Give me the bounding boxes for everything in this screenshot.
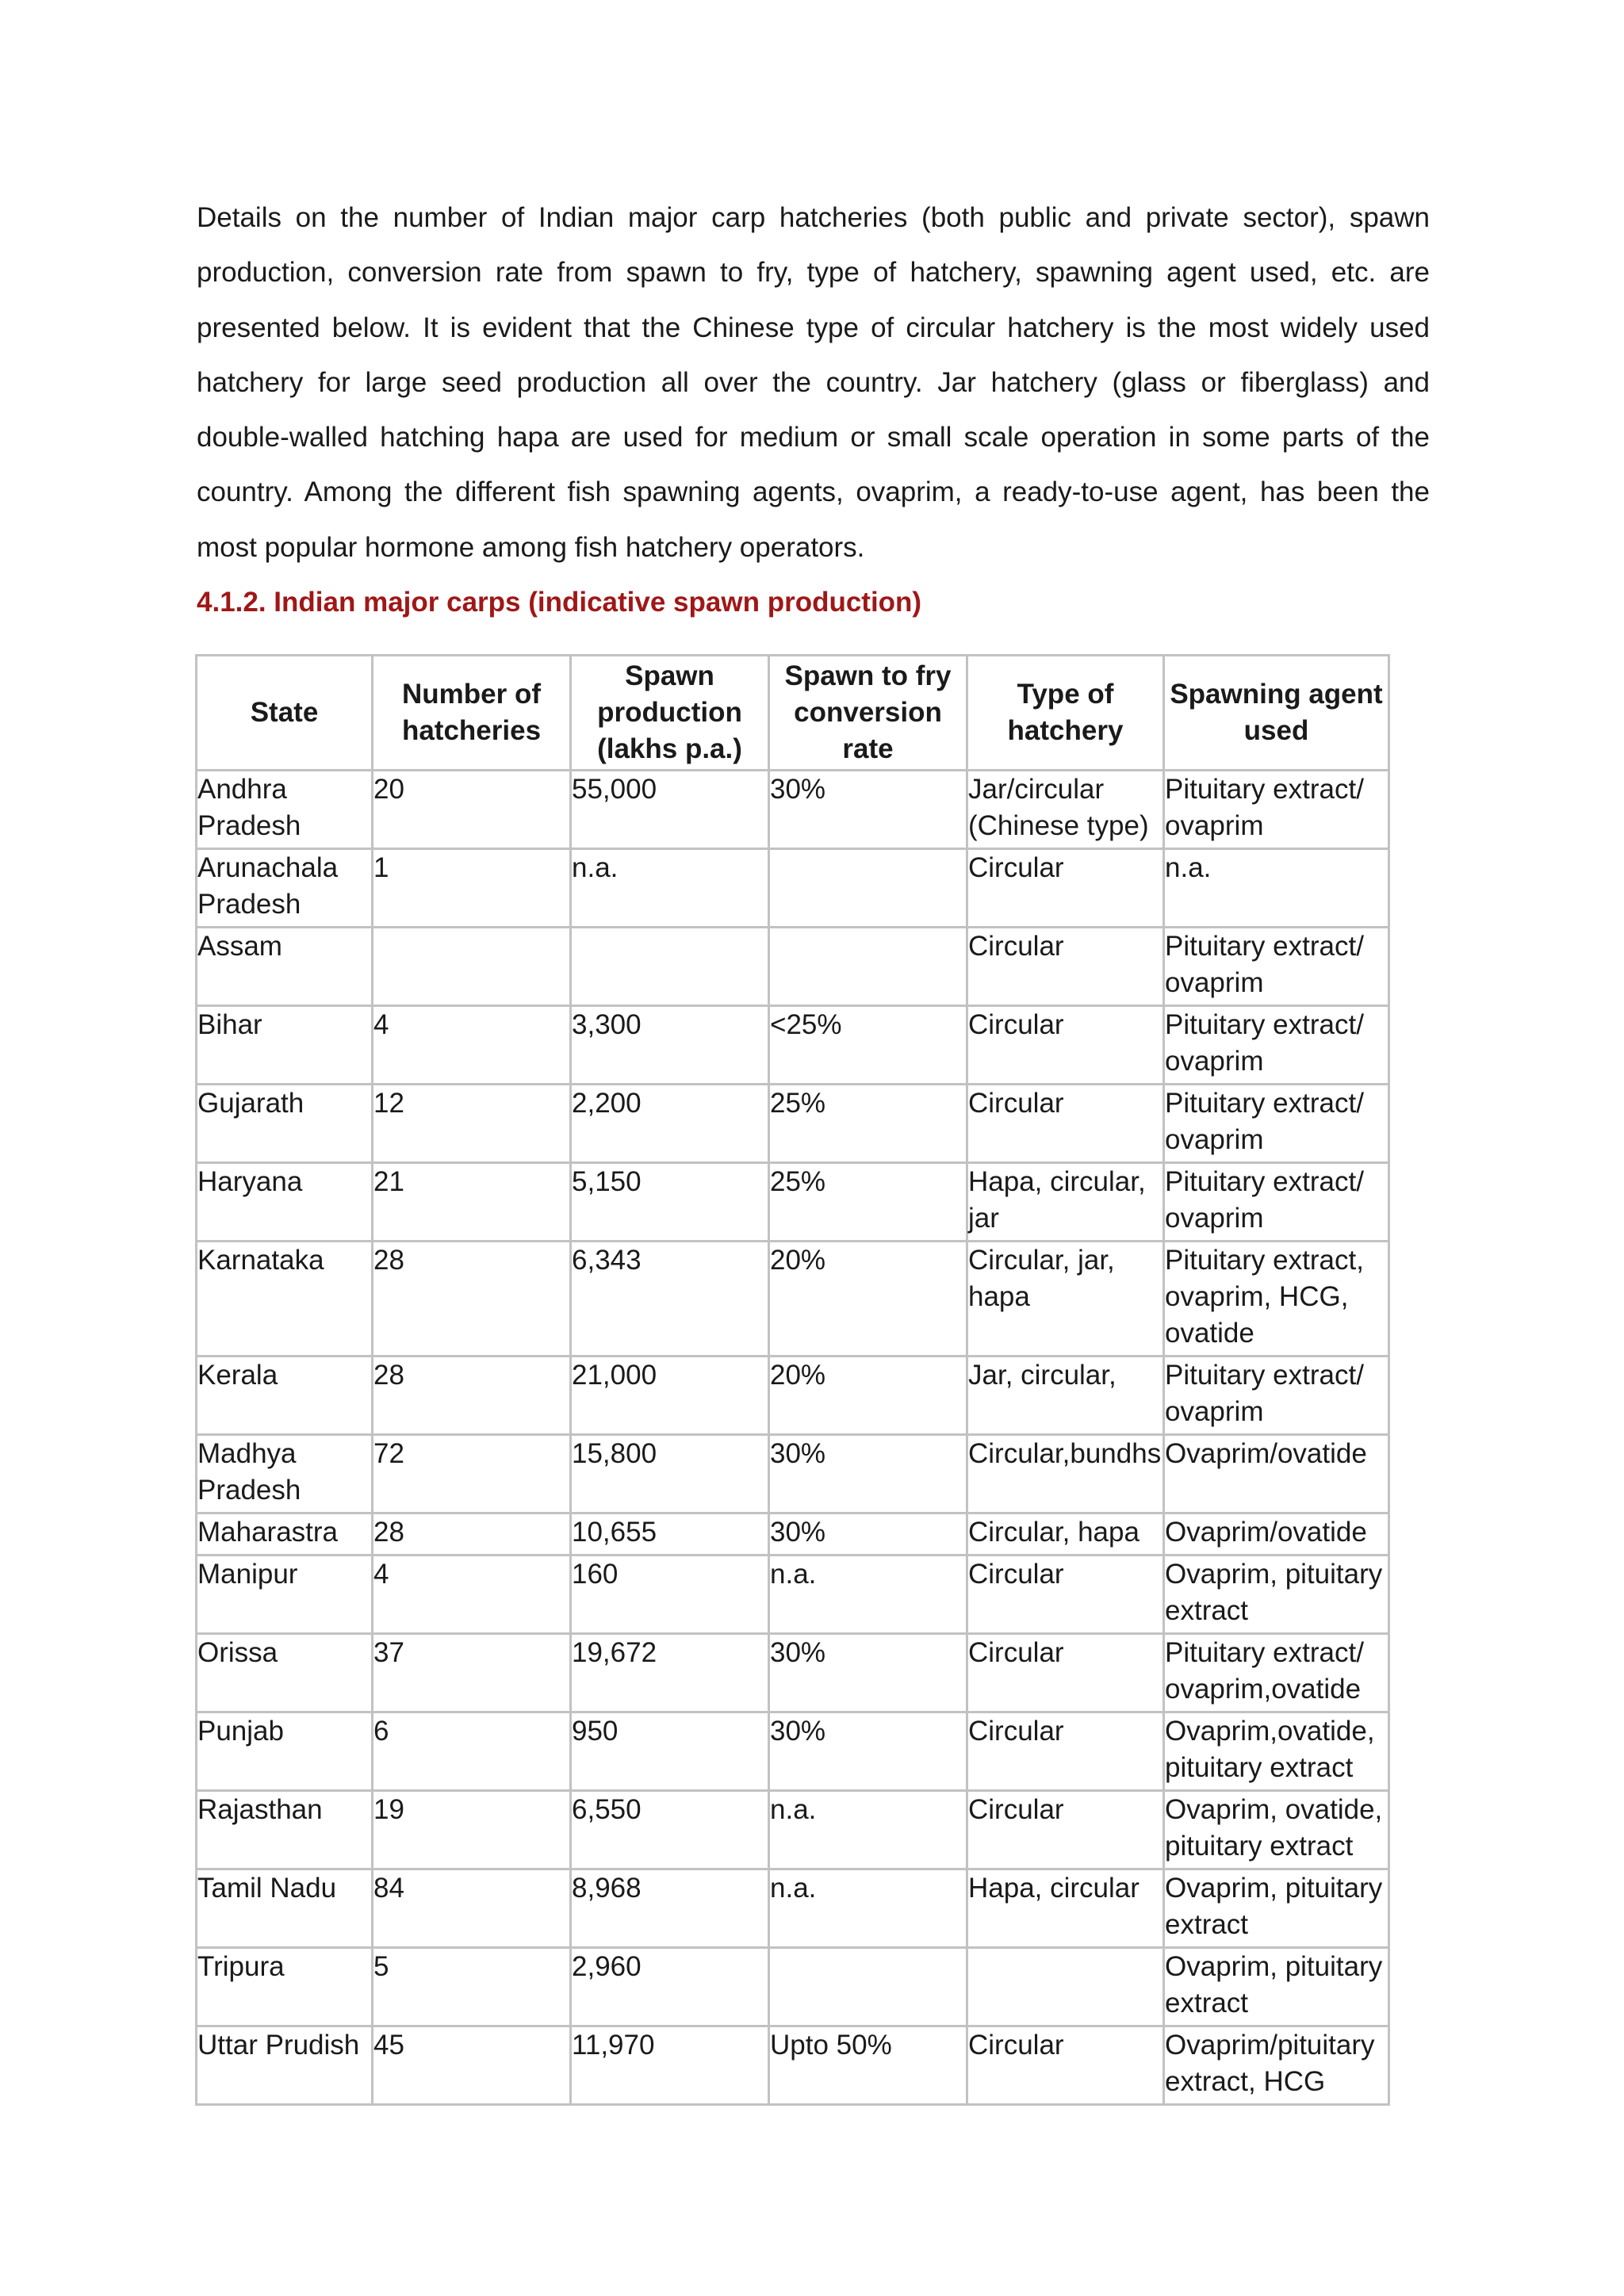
cell-conversion-rate: 30% [769, 1634, 967, 1712]
cell-spawning-agent: Pituitary extract/ ovaprim [1164, 1085, 1389, 1163]
cell-conversion-rate: 30% [769, 771, 967, 849]
header-type-of-hatchery: Type of hatchery [967, 656, 1164, 771]
cell-hatchery-type: Circular [967, 1085, 1164, 1163]
header-spawn-production: Spawn production (lakhs p.a.) [571, 656, 769, 771]
cell-hatcheries: 37 [373, 1634, 571, 1712]
cell-spawn-production [571, 928, 769, 1006]
table-row [197, 928, 1389, 1006]
hatchery-table [195, 654, 1390, 2106]
cell-conversion-rate: n.a. [769, 1556, 967, 1634]
cell-hatcheries: 19 [373, 1791, 571, 1869]
cell-state: Karnataka [197, 1242, 373, 1357]
cell-state: Punjab [197, 1712, 373, 1791]
cell-hatchery-type: Hapa, circular [967, 1869, 1164, 1948]
table-row [197, 1556, 1389, 1634]
cell-state: Assam [197, 928, 373, 1006]
cell-hatchery-type: Circular [967, 1791, 1164, 1869]
cell-hatcheries: 20 [373, 771, 571, 849]
cell-conversion-rate: Upto 50% [769, 2026, 967, 2105]
cell-hatchery-type [967, 1948, 1164, 2026]
cell-spawn-production: 19,672 [571, 1634, 769, 1712]
table-row [197, 1513, 1389, 1556]
cell-hatcheries [373, 928, 571, 1006]
table-row [197, 1006, 1389, 1085]
table-row [197, 1085, 1389, 1163]
cell-conversion-rate: <25% [769, 1006, 967, 1085]
cell-conversion-rate: n.a. [769, 1791, 967, 1869]
cell-spawn-production: 950 [571, 1712, 769, 1791]
cell-state: Bihar [197, 1006, 373, 1085]
cell-spawning-agent: Pituitary extract/ ovaprim [1164, 928, 1389, 1006]
table-row [197, 1791, 1389, 1869]
cell-spawning-agent: Pituitary extract/ ovaprim [1164, 1357, 1389, 1435]
cell-state: Andhra Pradesh [197, 771, 373, 849]
cell-spawning-agent: Ovaprim, ovatide, pituitary extract [1164, 1791, 1389, 1869]
cell-hatcheries: 1 [373, 849, 571, 928]
cell-hatcheries: 28 [373, 1242, 571, 1357]
cell-state: Maharastra [197, 1513, 373, 1556]
table-header [197, 656, 1389, 771]
cell-spawning-agent: Ovaprim, pituitary extract [1164, 1869, 1389, 1948]
cell-spawn-production: 5,150 [571, 1163, 769, 1242]
cell-state: Madhya Pradesh [197, 1435, 373, 1513]
cell-spawning-agent: Ovaprim,ovatide, pituitary extract [1164, 1712, 1389, 1791]
cell-spawning-agent: Pituitary extract/ ovaprim [1164, 1163, 1389, 1242]
cell-hatcheries: 4 [373, 1556, 571, 1634]
cell-spawn-production: 6,343 [571, 1242, 769, 1357]
cell-spawning-agent: Pituitary extract/ ovaprim,ovatide [1164, 1634, 1389, 1712]
cell-spawn-production: 2,960 [571, 1948, 769, 2026]
cell-conversion-rate: 30% [769, 1712, 967, 1791]
table-row [197, 2026, 1389, 2105]
cell-spawning-agent: Ovaprim, pituitary extract [1164, 1948, 1389, 2026]
cell-state: Arunachala Pradesh [197, 849, 373, 928]
header-conversion-rate: Spawn to fry conversion rate [769, 656, 967, 771]
cell-hatchery-type: Circular,bundhs [967, 1435, 1164, 1513]
table-row [197, 1948, 1389, 2026]
cell-state: Tamil Nadu [197, 1869, 373, 1948]
cell-spawn-production: 3,300 [571, 1006, 769, 1085]
cell-conversion-rate [769, 928, 967, 1006]
cell-spawn-production: 10,655 [571, 1513, 769, 1556]
document-page [197, 190, 1430, 2097]
cell-conversion-rate: 30% [769, 1513, 967, 1556]
cell-hatcheries: 12 [373, 1085, 571, 1163]
cell-spawning-agent: Ovaprim/ovatide [1164, 1513, 1389, 1556]
table-row [197, 1435, 1389, 1513]
cell-state: Uttar Prudish [197, 2026, 373, 2105]
cell-spawn-production: 21,000 [571, 1357, 769, 1435]
cell-spawn-production: 160 [571, 1556, 769, 1634]
cell-spawn-production: 55,000 [571, 771, 769, 849]
table-row [197, 1242, 1389, 1357]
cell-hatchery-type: Circular [967, 2026, 1164, 2105]
intro-paragraph: Details on the number of Indian major carp hatcheries (both public and private sector), spawn production, conversion rate from spawn to fry, type of hatchery, spawning agent used, etc. are presented below. It is evident that the Chinese type of circular hatchery is the most widely used hatchery for large seed production all over the country. Jar hatchery (glass or fiberglass) and double-walled hatching hapa are used for medium or small scale operation in some parts of the country. Among the different fish spawning agents, ovaprim, a ready-to-use agent, has been the most popular hormone among fish hatchery operators. [197, 202, 1430, 563]
cell-hatchery-type: Circular, hapa [967, 1513, 1164, 1556]
cell-hatcheries: 84 [373, 1869, 571, 1948]
cell-spawning-agent: Ovaprim, pituitary extract [1164, 1556, 1389, 1634]
cell-spawn-production: 6,550 [571, 1791, 769, 1869]
cell-conversion-rate: 20% [769, 1242, 967, 1357]
cell-hatchery-type: Circular [967, 1556, 1164, 1634]
cell-conversion-rate: 20% [769, 1357, 967, 1435]
header-number-of-hatcheries: Number of hatcheries [373, 656, 571, 771]
cell-spawn-production: 11,970 [571, 2026, 769, 2105]
cell-spawning-agent: Pituitary extract/ ovaprim [1164, 1006, 1389, 1085]
header-row [197, 656, 1389, 771]
cell-hatcheries: 45 [373, 2026, 571, 2105]
header-spawning-agent: Spawning agent used [1164, 656, 1389, 771]
cell-state: Manipur [197, 1556, 373, 1634]
cell-spawning-agent: Pituitary extract, ovaprim, HCG, ovatide [1164, 1242, 1389, 1357]
cell-state: Gujarath [197, 1085, 373, 1163]
table-row [197, 1712, 1389, 1791]
cell-spawn-production: 15,800 [571, 1435, 769, 1513]
cell-hatcheries: 72 [373, 1435, 571, 1513]
cell-state: Tripura [197, 1948, 373, 2026]
cell-hatcheries: 6 [373, 1712, 571, 1791]
cell-conversion-rate [769, 849, 967, 928]
cell-hatchery-type: Circular [967, 1634, 1164, 1712]
cell-hatcheries: 21 [373, 1163, 571, 1242]
cell-hatchery-type: Jar/circular (Chinese type) [967, 771, 1164, 849]
cell-hatchery-type: Jar, circular, [967, 1357, 1164, 1435]
cell-spawn-production: n.a. [571, 849, 769, 928]
table-row [197, 771, 1389, 849]
cell-spawning-agent: Ovaprim/ovatide [1164, 1435, 1389, 1513]
table-row [197, 1634, 1389, 1712]
cell-spawn-production: 8,968 [571, 1869, 769, 1948]
cell-state: Kerala [197, 1357, 373, 1435]
cell-hatchery-type: Circular [967, 1712, 1164, 1791]
cell-conversion-rate: n.a. [769, 1869, 967, 1948]
table-row [197, 849, 1389, 928]
cell-conversion-rate: 30% [769, 1435, 967, 1513]
cell-state: Orissa [197, 1634, 373, 1712]
cell-hatcheries: 28 [373, 1357, 571, 1435]
cell-conversion-rate: 25% [769, 1163, 967, 1242]
cell-hatchery-type: Circular [967, 928, 1164, 1006]
cell-conversion-rate: 25% [769, 1085, 967, 1163]
cell-hatcheries: 4 [373, 1006, 571, 1085]
cell-conversion-rate [769, 1948, 967, 2026]
cell-spawning-agent: Ovaprim/pituitary extract, HCG [1164, 2026, 1389, 2105]
cell-state: Haryana [197, 1163, 373, 1242]
table-row [197, 1357, 1389, 1435]
header-state: State [197, 656, 373, 771]
cell-hatchery-type: Hapa, circular, jar [967, 1163, 1164, 1242]
section-heading: 4.1.2. Indian major carps (indicative spawn production) [197, 587, 922, 618]
cell-hatchery-type: Circular [967, 1006, 1164, 1085]
cell-hatchery-type: Circular, jar, hapa [967, 1242, 1164, 1357]
cell-hatchery-type: Circular [967, 849, 1164, 928]
cell-hatcheries: 5 [373, 1948, 571, 2026]
cell-spawning-agent: Pituitary extract/ ovaprim [1164, 771, 1389, 849]
cell-hatcheries: 28 [373, 1513, 571, 1556]
table-body [197, 771, 1389, 2105]
table-row [197, 1869, 1389, 1948]
table-row [197, 1163, 1389, 1242]
cell-spawning-agent: n.a. [1164, 849, 1389, 928]
cell-state: Rajasthan [197, 1791, 373, 1869]
cell-spawn-production: 2,200 [571, 1085, 769, 1163]
